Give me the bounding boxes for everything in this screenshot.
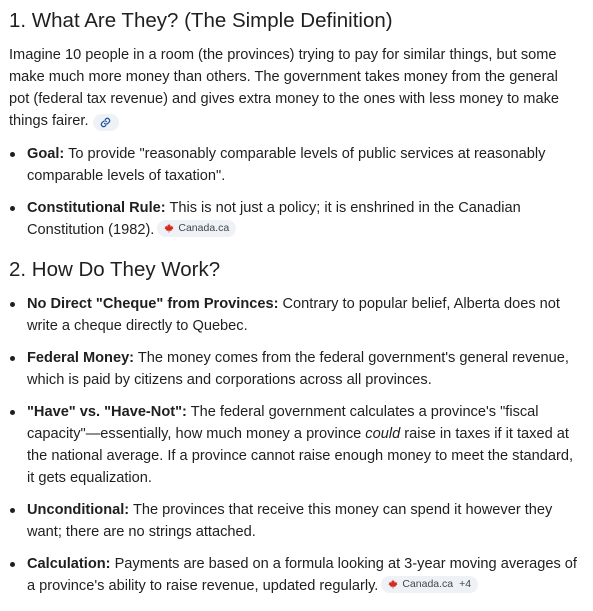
bullet-text: raise in taxes if it taxed at the national average. If a province cannot raise enough money to meet the standard, it gets equalization. — [27, 426, 573, 486]
maple-leaf-icon — [164, 223, 174, 233]
bullet-label: Federal Money: — [27, 350, 135, 366]
source-chip-canada-plus[interactable] — [381, 576, 478, 593]
bullet-text: To provide "reasonably comparable levels of public services at reasonably comparable levels of taxation". — [27, 146, 546, 184]
source-more-count: +4 — [459, 577, 472, 590]
maple-leaf-icon — [388, 579, 398, 589]
bullet-text: Payments are based on a formula looking at 3-year moving averages of a province's ability to raise revenue, updated regularly. — [27, 556, 577, 594]
section1-heading: 1. What Are They? (The Simple Definition) — [9, 9, 393, 32]
intro-text: Imagine 10 people in a room (the provinces) trying to pay for similar things, but some make much more money than others. The government takes money from the general pot (federal tax revenue) and gives extra money to the ones with less money to make things fairer. — [9, 47, 559, 129]
bullet-label: Calculation: — [27, 556, 111, 572]
list-item-no-direct-cheque — [9, 293, 584, 337]
source-chip-canada[interactable] — [157, 220, 236, 237]
source-label: Canada.ca — [402, 577, 454, 590]
list-item-constitutional-rule — [9, 197, 584, 241]
list-item-unconditional — [9, 499, 584, 543]
bullet-label: "Have" vs. "Have-Not": — [27, 404, 187, 420]
section2-heading: 2. How Do They Work? — [9, 258, 221, 281]
bullet-label: No Direct "Cheque" from Provinces: — [27, 296, 279, 312]
bullet-text: The federal government calculates a province's "fiscal capacity"—essentially, how much money a province — [27, 404, 539, 442]
bullet-label: Goal: — [27, 146, 65, 162]
list-item-federal-money — [9, 347, 584, 391]
bullet-label: Unconditional: — [27, 502, 130, 518]
list-item-calculation — [9, 553, 584, 597]
section1-list — [9, 143, 584, 241]
link-icon — [100, 117, 111, 128]
section2-list — [9, 293, 584, 597]
bullet-text: The provinces that receive this money can spend it however they want; there are no strings attached. — [27, 502, 553, 540]
bullet-text: The money comes from the federal government's general revenue, which is paid by citizens and corporations across all provinces. — [27, 350, 569, 388]
section1-intro — [9, 44, 584, 132]
source-label: Canada.ca — [178, 221, 230, 234]
bullet-emphasis: could — [365, 426, 401, 442]
bullet-text: This is not just a policy; it is enshrined in the Canadian Constitution (1982). — [27, 200, 521, 238]
list-item-have-vs-have-not — [9, 401, 584, 489]
bullet-text: Contrary to popular belief, Alberta does not write a cheque directly to Quebec. — [27, 296, 560, 334]
list-item-goal — [9, 143, 584, 187]
link-chip[interactable] — [93, 114, 119, 131]
bullet-label: Constitutional Rule: — [27, 200, 166, 216]
